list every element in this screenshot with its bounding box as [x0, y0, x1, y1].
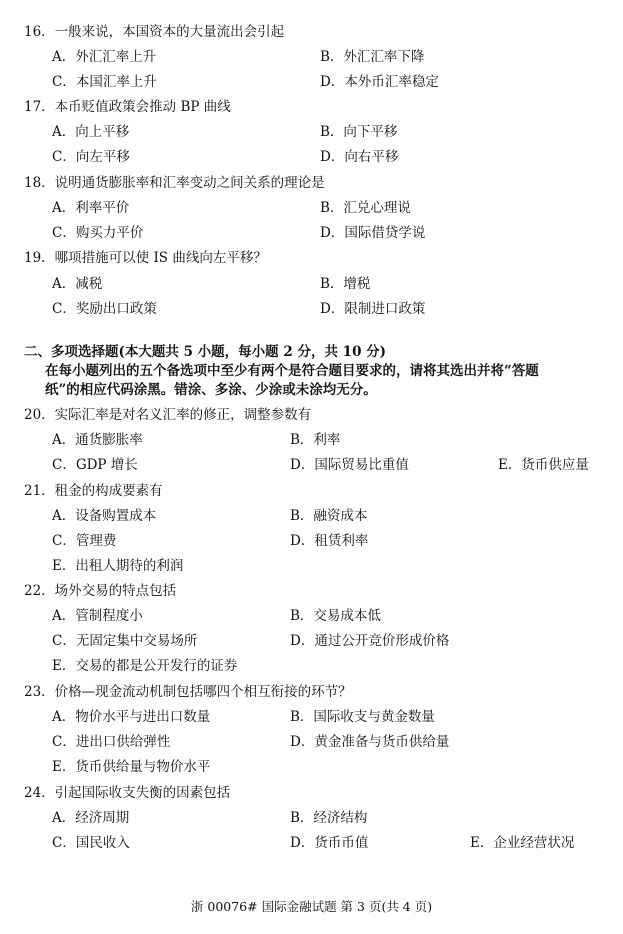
q17-option-b: B．向下平移 [320, 124, 398, 140]
q20-option-c: C．GDP 增长 [52, 457, 138, 473]
question-24-stem: 24．引起国际收支失衡的因素包括 [24, 785, 231, 801]
q16-option-c: C．本国汇率上升 [52, 74, 157, 90]
q18-option-a: A．利率平价 [52, 200, 130, 216]
q24-option-a: A．经济周期 [52, 810, 130, 826]
question-18-stem: 18．说明通货膨胀率和汇率变动之间关系的理论是 [24, 175, 325, 191]
q24-option-d: D．货币币值 [290, 835, 369, 851]
q17-option-a: A．向上平移 [52, 124, 130, 140]
question-17-stem: 17．本币贬值政策会推动 BP 曲线 [24, 99, 231, 115]
question-22-stem: 22．场外交易的特点包括 [24, 583, 177, 599]
q16-option-a: A．外汇汇率上升 [52, 49, 157, 65]
question-16-stem: 16．一般来说，本国资本的大量流出会引起 [24, 24, 285, 40]
q17-option-d: D．向右平移 [320, 149, 399, 165]
q21-option-e: E．出租人期待的利润 [52, 558, 184, 574]
q20-option-d: D．国际贸易比重值 [290, 457, 409, 473]
question-21-stem: 21．租金的构成要素有 [24, 483, 163, 499]
q20-option-b: B．利率 [290, 432, 341, 448]
q17-option-c: C．向左平移 [52, 149, 130, 165]
q19-option-c: C．奖励出口政策 [52, 301, 157, 317]
q23-option-a: A．物价水平与进出口数量 [52, 709, 211, 725]
q20-option-a: A．通货膨胀率 [52, 432, 143, 448]
q22-option-c: C．无固定集中交易场所 [52, 633, 198, 649]
q18-option-c: C．购买力平价 [52, 225, 144, 241]
q24-option-c: C．国民收入 [52, 835, 130, 851]
q22-option-a: A．管制程度小 [52, 608, 143, 624]
q19-option-d: D．限制进口政策 [320, 301, 426, 317]
q21-option-c: C．管理费 [52, 533, 117, 549]
q23-option-e: E．货币供给量与物价水平 [52, 759, 211, 775]
section-2-instruction-line1: 在每小题列出的五个备选项中至少有两个是符合题目要求的，请将其选出并将“答题 [45, 363, 539, 379]
q22-option-d: D．通过公开竞价形成价格 [290, 633, 450, 649]
q16-option-d: D．本外币汇率稳定 [320, 74, 439, 90]
question-20-stem: 20．实际汇率是对名义汇率的修正，调整参数有 [24, 407, 312, 423]
q22-option-e: E．交易的都是公开发行的证券 [52, 658, 238, 674]
question-23-stem: 23．价格—现金流动机制包括哪四个相互衔接的环节？ [24, 684, 352, 700]
q23-option-c: C．进出口供给弹性 [52, 734, 171, 750]
q22-option-b: B．交易成本低 [290, 608, 381, 624]
section-2-heading: 二、多项选择题(本大题共 5 小题，每小题 2 分，共 10 分) [24, 344, 387, 360]
section-2-instruction-line2: 纸”的相应代码涂黑。错涂、多涂、少涂或未涂均无分。 [45, 382, 377, 398]
q16-option-b: B．外汇汇率下降 [320, 49, 425, 65]
q23-option-d: D．黄金准备与货币供给量 [290, 734, 450, 750]
q24-option-e: E．企业经营状况 [470, 835, 575, 851]
q24-option-b: B．经济结构 [290, 810, 368, 826]
q18-option-b: B．汇兑心理说 [320, 200, 411, 216]
q20-option-e: E．货币供应量 [498, 457, 589, 473]
q19-option-a: A．减税 [52, 276, 103, 292]
page-footer: 浙 00076# 国际金融试题 第 3 页(共 4 页) [190, 899, 433, 914]
q21-option-d: D．租赁利率 [290, 533, 369, 549]
q21-option-b: B．融资成本 [290, 508, 368, 524]
q18-option-d: D．国际借贷学说 [320, 225, 426, 241]
q19-option-b: B．增税 [320, 276, 371, 292]
q21-option-a: A．设备购置成本 [52, 508, 157, 524]
question-19-stem: 19．哪项措施可以使 IS 曲线向左平移？ [24, 250, 267, 266]
q23-option-b: B．国际收支与黄金数量 [290, 709, 435, 725]
